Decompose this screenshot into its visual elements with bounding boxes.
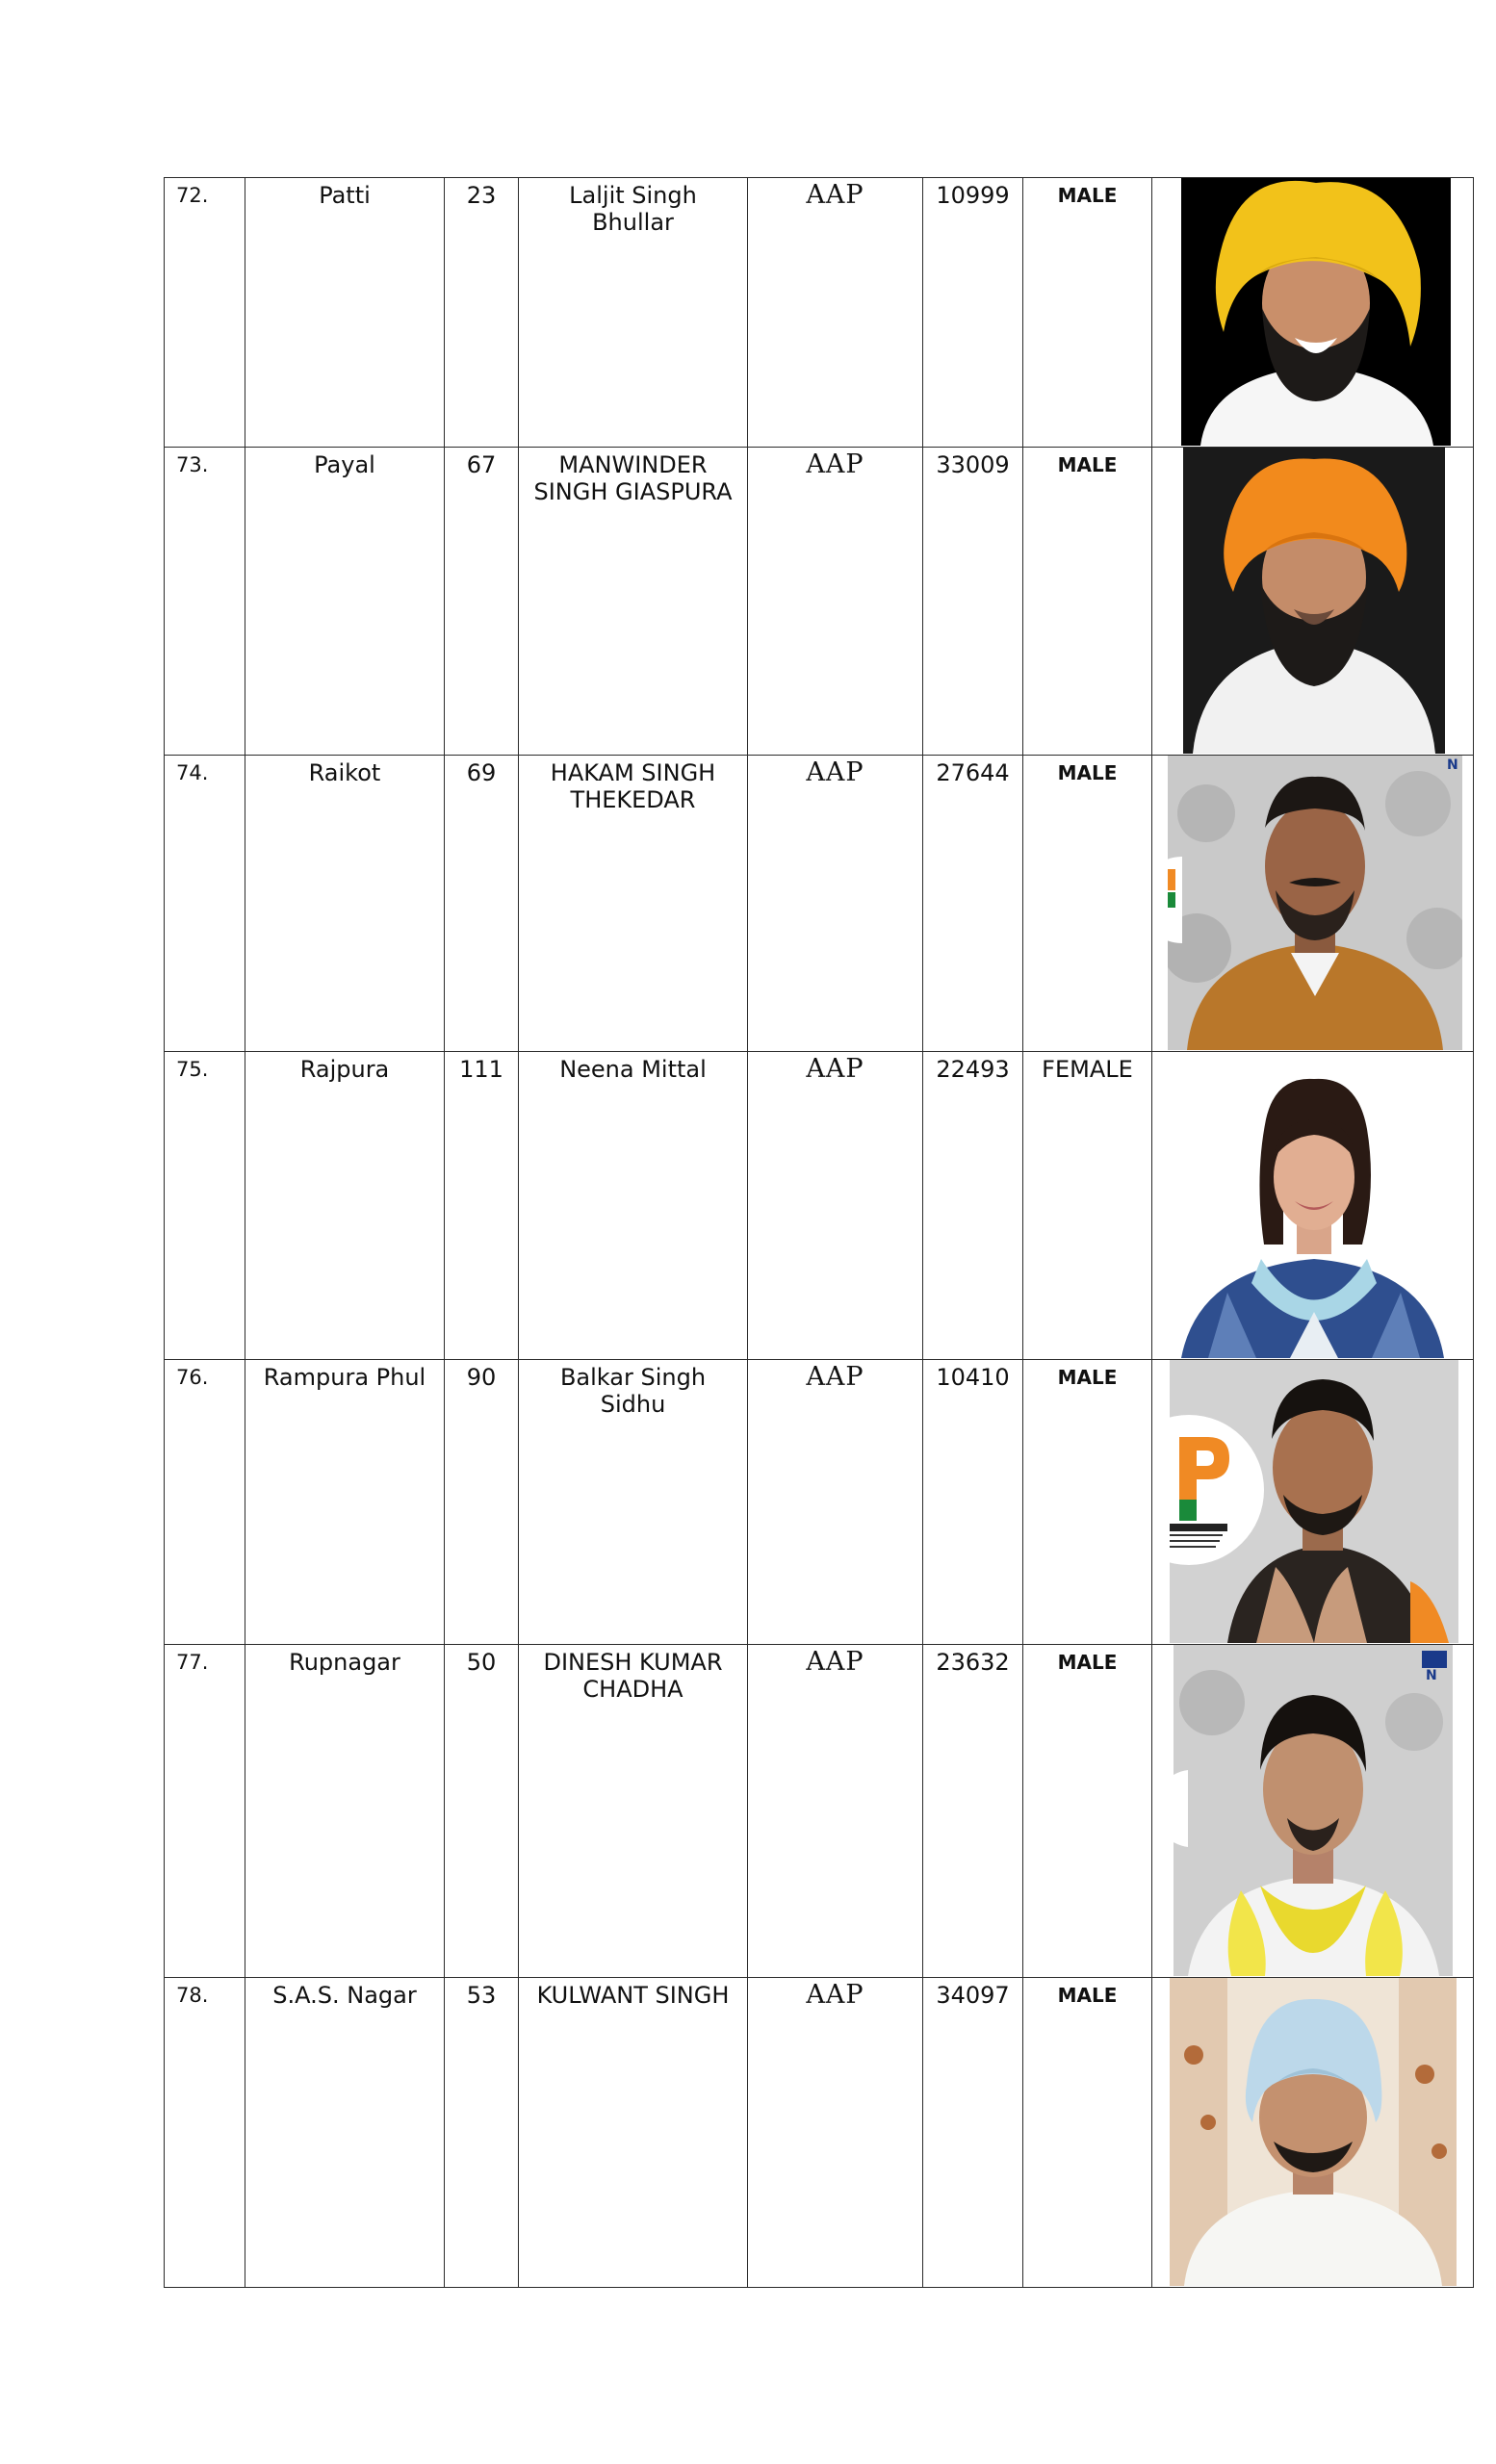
gender-cell: MALE <box>1023 1978 1152 2288</box>
candidate-name-cell: KULWANT SINGH <box>519 1978 748 2288</box>
candidate-name-cell: Neena Mittal <box>519 1052 748 1360</box>
table-row <box>165 1360 1474 1645</box>
constituency-cell: Patti <box>245 178 445 448</box>
party-cell: AAP <box>748 448 923 756</box>
ac-number-cell: 90 <box>445 1360 519 1645</box>
ac-number-cell: 53 <box>445 1978 519 2288</box>
results-table <box>164 177 1474 2288</box>
serial-number-cell: 77. <box>165 1645 245 1978</box>
portrait-icon <box>1181 178 1451 446</box>
gender-cell: MALE <box>1023 1645 1152 1978</box>
margin-cell: 23632 <box>923 1645 1023 1978</box>
photo-cell <box>1152 448 1474 756</box>
portrait-icon <box>1170 1978 1457 2286</box>
photo-cell <box>1152 1360 1474 1645</box>
constituency-cell: S.A.S. Nagar <box>245 1978 445 2288</box>
constituency-cell: Rampura Phul <box>245 1360 445 1645</box>
portrait-icon <box>1174 1645 1453 1976</box>
photo-cell <box>1152 1978 1474 2288</box>
ac-number-cell: 23 <box>445 178 519 448</box>
portrait-icon <box>1183 448 1445 754</box>
gender-cell: FEMALE <box>1023 1052 1152 1360</box>
gender-cell: MALE <box>1023 448 1152 756</box>
ac-number-cell: 69 <box>445 756 519 1052</box>
margin-cell: 34097 <box>923 1978 1023 2288</box>
svg-text:N: N <box>1447 757 1458 773</box>
gender-cell: MALE <box>1023 178 1152 448</box>
photo-cell <box>1152 1645 1474 1978</box>
photo-cell <box>1152 1052 1474 1360</box>
table-row <box>165 178 1474 448</box>
table-row <box>165 1645 1474 1978</box>
margin-cell: 33009 <box>923 448 1023 756</box>
party-cell: AAP <box>748 1052 923 1360</box>
serial-number-cell: 76. <box>165 1360 245 1645</box>
photo-cell <box>1152 178 1474 448</box>
party-cell: AAP <box>748 178 923 448</box>
constituency-cell: Rajpura <box>245 1052 445 1360</box>
serial-number-cell: 73. <box>165 448 245 756</box>
constituency-cell: Rupnagar <box>245 1645 445 1978</box>
serial-number-cell: 72. <box>165 178 245 448</box>
margin-cell: 10999 <box>923 178 1023 448</box>
gender-cell: MALE <box>1023 1360 1152 1645</box>
table-row <box>165 1978 1474 2288</box>
margin-cell: 27644 <box>923 756 1023 1052</box>
ac-number-cell: 111 <box>445 1052 519 1360</box>
candidate-name-cell: MANWINDER SINGH GIASPURA <box>519 448 748 756</box>
table-row <box>165 448 1474 756</box>
svg-text:N: N <box>1426 1668 1437 1683</box>
photo-cell <box>1152 756 1474 1052</box>
candidate-name-cell: Laljit Singh Bhullar <box>519 178 748 448</box>
constituency-cell: Payal <box>245 448 445 756</box>
table-row <box>165 1052 1474 1360</box>
margin-cell: 22493 <box>923 1052 1023 1360</box>
serial-number-cell: 74. <box>165 756 245 1052</box>
ac-number-cell: 67 <box>445 448 519 756</box>
gender-cell: MALE <box>1023 756 1152 1052</box>
constituency-cell: Raikot <box>245 756 445 1052</box>
serial-number-cell: 78. <box>165 1978 245 2288</box>
party-cell: AAP <box>748 1645 923 1978</box>
party-cell: AAP <box>748 1978 923 2288</box>
margin-cell: 10410 <box>923 1360 1023 1645</box>
candidate-name-cell: Balkar Singh Sidhu <box>519 1360 748 1645</box>
party-cell: AAP <box>748 1360 923 1645</box>
ac-number-cell: 50 <box>445 1645 519 1978</box>
table-row <box>165 756 1474 1052</box>
serial-number-cell: 75. <box>165 1052 245 1360</box>
candidate-name-cell: DINESH KUMAR CHADHA <box>519 1645 748 1978</box>
portrait-icon <box>1170 1360 1458 1643</box>
portrait-icon <box>1168 756 1462 1050</box>
party-cell: AAP <box>748 756 923 1052</box>
portrait-icon <box>1170 1052 1458 1358</box>
candidate-name-cell: HAKAM SINGH THEKEDAR <box>519 756 748 1052</box>
